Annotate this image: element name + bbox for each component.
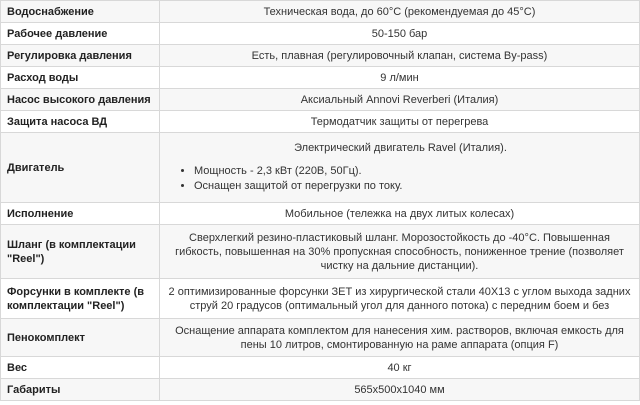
engine-title: Электрический двигатель Ravel (Италия). <box>294 142 507 154</box>
row-label-pressure-regulation: Регулировка давления <box>1 45 160 67</box>
row-value-hose: Сверхлегкий резино-пластиковый шланг. Морозостойкость до -40°C. Повышенная гибкость, повышенная на 30% пропускная способность, пониженное трение (позволяет чистку на дальние дистанции). <box>160 225 640 279</box>
row-label-working-pressure: Рабочее давление <box>1 23 160 45</box>
table-row <box>1 23 640 45</box>
table-row <box>1 279 640 319</box>
table-row <box>1 89 640 111</box>
table-row <box>1 67 640 89</box>
row-value-water-flow: 9 л/мин <box>160 67 640 89</box>
row-label-nozzles: Форсунки в комплекте (в комплектации "Reel") <box>1 279 160 319</box>
table-row <box>1 379 640 401</box>
row-label-high-pressure-pump: Насос высокого давления <box>1 89 160 111</box>
engine-bullet-list <box>168 164 633 193</box>
row-value-nozzles: 2 оптимизированные форсунки ЗЕТ из хирургической стали 40Х13 с углом выхода задних струй 20 градусов (оптимальный угол для данного потока) с передним боем и без <box>160 279 640 319</box>
row-value-high-pressure-pump: Аксиальный Annovi Reverberi (Италия) <box>160 89 640 111</box>
row-label-water-supply: Водоснабжение <box>1 1 160 23</box>
table-row <box>1 45 640 67</box>
row-label-foam-kit: Пенокомплект <box>1 319 160 357</box>
row-value-dimensions: 565х500х1040 мм <box>160 379 640 401</box>
table-row <box>1 1 640 23</box>
row-value-foam-kit: Оснащение аппарата комплектом для нанесения хим. растворов, включая емкость для пены 10 литров, смонтированную на раме аппарата (опция F) <box>160 319 640 357</box>
row-value-water-supply: Техническая вода, до 60°C (рекомендуемая до 45°C) <box>160 1 640 23</box>
table-row <box>1 111 640 133</box>
table-row <box>1 203 640 225</box>
table-row <box>1 357 640 379</box>
row-value-engine <box>160 133 640 203</box>
row-label-hose: Шланг (в комплектации "Reel") <box>1 225 160 279</box>
row-label-water-flow: Расход воды <box>1 67 160 89</box>
engine-bullet-power: • Мощность - 2,3 кВт (220В, 50Гц). <box>194 164 633 178</box>
engine-bullet-overload: • Оснащен защитой от перегрузки по току. <box>194 179 633 193</box>
row-label-engine: Двигатель <box>1 133 160 203</box>
row-label-pump-protection: Защита насоса ВД <box>1 111 160 133</box>
row-value-working-pressure: 50-150 бар <box>160 23 640 45</box>
table-row <box>1 319 640 357</box>
row-value-pressure-regulation: Есть, плавная (регулировочный клапан, система By-pass) <box>160 45 640 67</box>
row-value-execution: Мобильное (тележка на двух литых колесах) <box>160 203 640 225</box>
row-label-execution: Исполнение <box>1 203 160 225</box>
table-row <box>1 133 640 203</box>
row-value-pump-protection: Термодатчик защиты от перегрева <box>160 111 640 133</box>
table-row <box>1 225 640 279</box>
row-label-weight: Вес <box>1 357 160 379</box>
row-value-weight: 40 кг <box>160 357 640 379</box>
row-label-dimensions: Габариты <box>1 379 160 401</box>
